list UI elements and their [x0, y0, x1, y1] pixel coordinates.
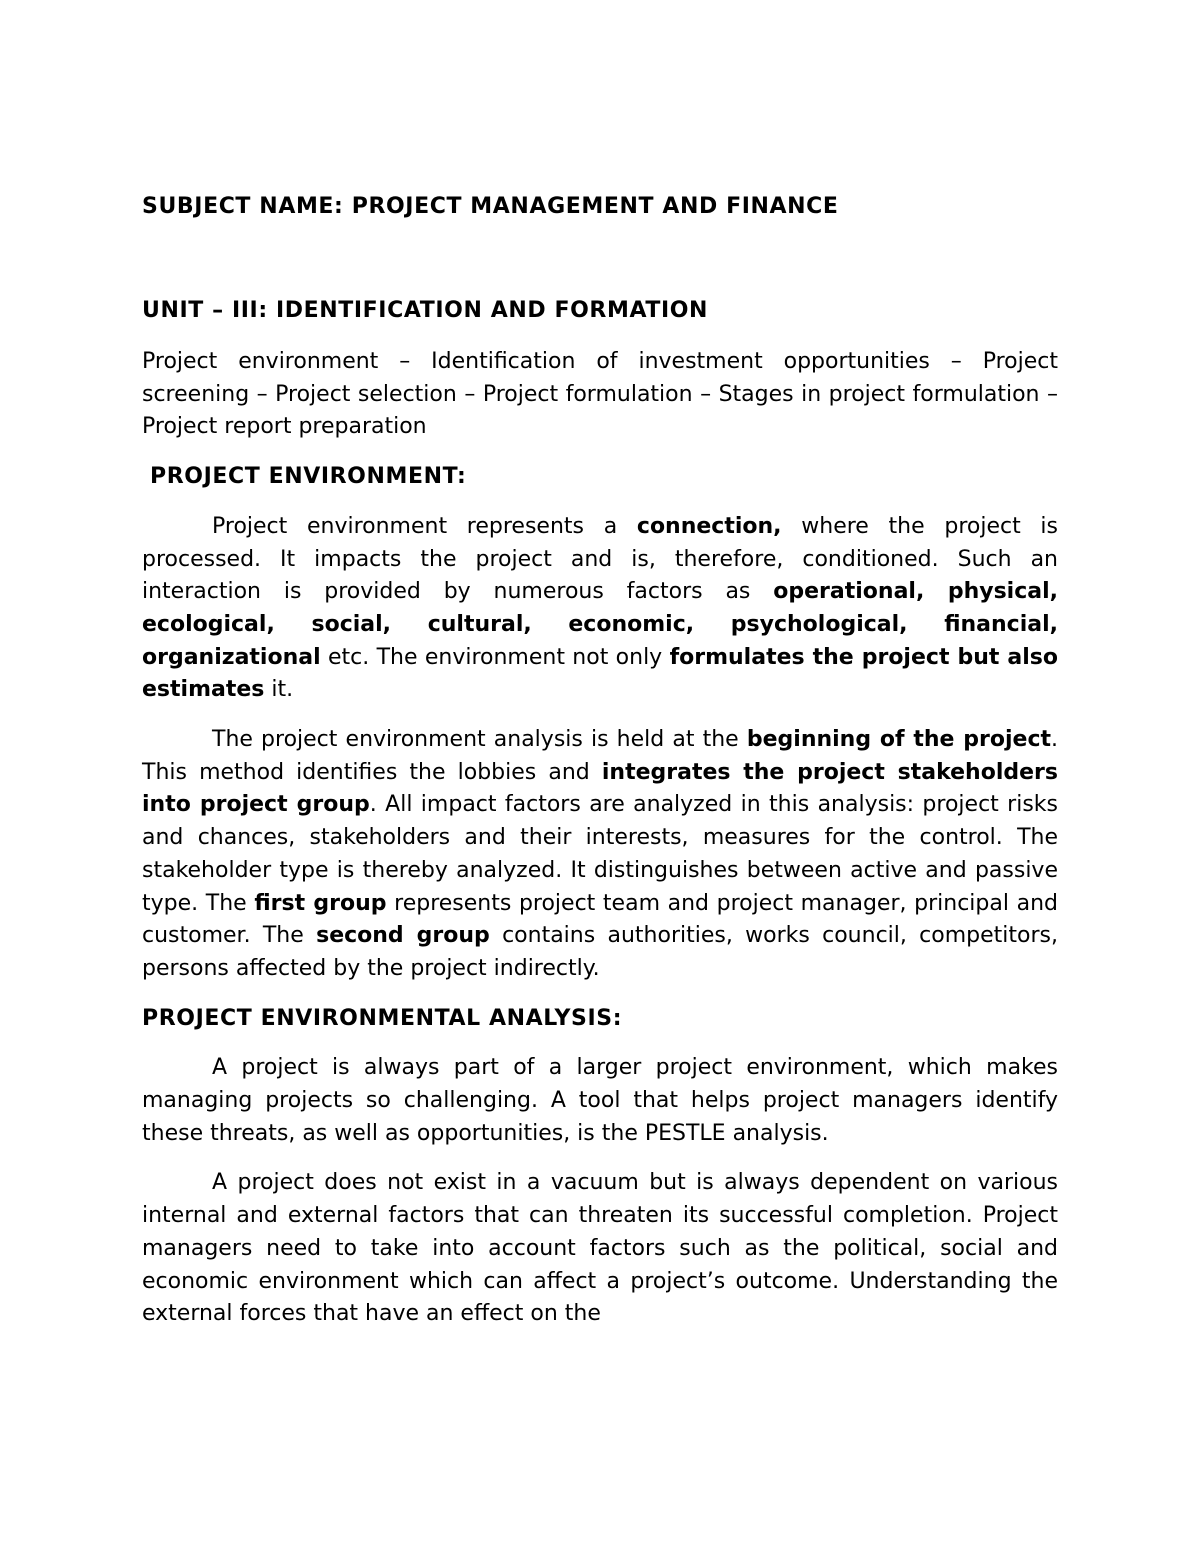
- text-run: etc. The environment not only: [320, 644, 670, 670]
- project-environment-paragraph-2: [142, 724, 1058, 986]
- text-run: . All impact factors are analyzed in this analysis: project risks and chances, stakeholders and their interests, measures for the control. The stakeholder type is thereby analyzed. It distinguishes between active and passive type. The: [142, 792, 1058, 916]
- document-body: [142, 346, 1058, 1348]
- project-environment-heading: PROJECT ENVIRONMENT:: [150, 464, 467, 490]
- text-run: represents project team and project manager, principal and customer. The: [142, 890, 1058, 949]
- bold-run: operational, physical, ecological, social, cultural, economic, psychological, financial, organizational: [142, 579, 1058, 670]
- bold-run: connection,: [636, 513, 782, 539]
- text-run: it.: [264, 677, 294, 703]
- bold-run: integrates the project stakeholders into project group: [142, 759, 1058, 818]
- text-run: where the project is processed. It impacts the project and is, therefore, conditioned. Such an interaction is provided by numerous factors as: [142, 513, 1058, 605]
- subject-name-heading: SUBJECT NAME: PROJECT MANAGEMENT AND FINANCE: [142, 194, 839, 219]
- text-run: The project environment analysis is held at the: [212, 727, 747, 753]
- bold-run: first group: [254, 890, 387, 916]
- unit-topics-paragraph: Project environment – Identification of investment opportunities – Project screening – Project selection – Project formulation – Stages in project formulation – Project report preparation: [142, 349, 1058, 440]
- bold-run: beginning of the project: [746, 727, 1052, 753]
- project-environment-paragraph-1: [142, 511, 1058, 707]
- text-run: Project environment represents a: [212, 513, 637, 539]
- project-environmental-analysis-heading: PROJECT ENVIRONMENTAL ANALYSIS:: [142, 1005, 623, 1031]
- environmental-analysis-paragraph-1: A project is always part of a larger project environment, which makes managing projects so challenging. A tool that helps project managers identify these threats, as well as opportunities, is the PESTLE analysis.: [142, 1055, 1058, 1146]
- bold-run: formulates the project but also estimates: [142, 644, 1058, 703]
- text-run: contains authorities, works council, competitors, persons affected by the project indirectly.: [142, 923, 1058, 981]
- bold-run: second group: [316, 923, 490, 949]
- unit-heading: UNIT – III: IDENTIFICATION AND FORMATION: [142, 298, 709, 323]
- text-run: . This method identifies the lobbies and: [142, 727, 1059, 785]
- environmental-analysis-paragraph-2: A project does not exist in a vacuum but is always dependent on various internal and external factors that can threaten its successful completion. Project managers need to take into account factors such as the political, social and economic environment which can affect a project’s outcome. Understanding the external forces that have an effect on the: [142, 1170, 1058, 1327]
